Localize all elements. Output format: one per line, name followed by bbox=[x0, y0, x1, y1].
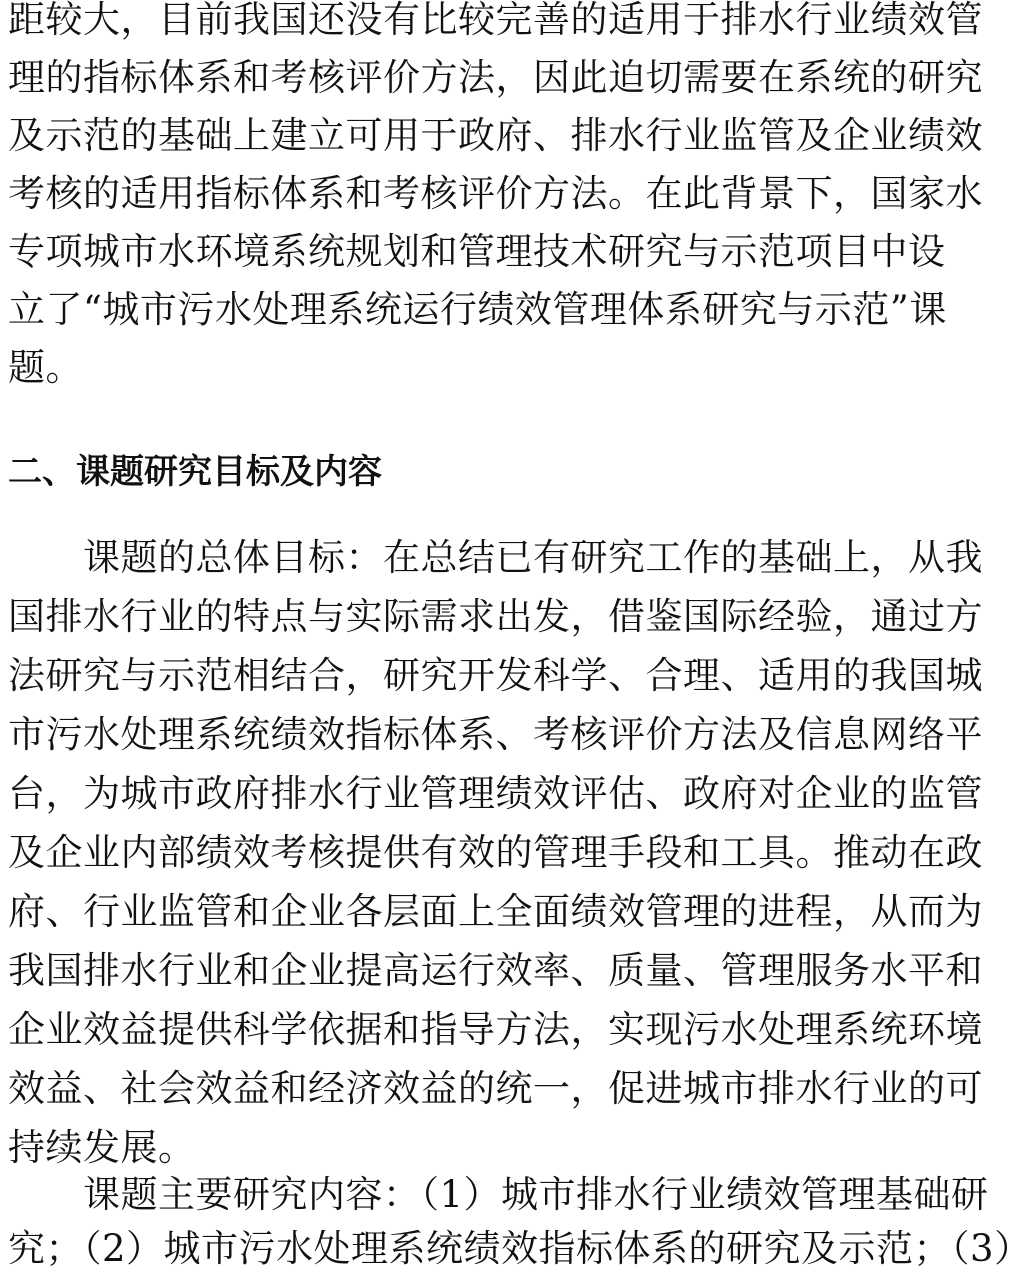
paragraph-2-line-6: 及企业内部绩效考核提供有效的管理手段和工具。推动在政 bbox=[8, 831, 983, 874]
paragraph-2-line-1: 课题的总体目标：在总结已有研究工作的基础上，从我 bbox=[8, 536, 983, 579]
paragraph-1-line-6: 立了“城市污水处理系统运行绩效管理体系研究与示范”课 bbox=[8, 288, 947, 331]
paragraph-2-line-8: 我国排水行业和企业提高运行效率、质量、管理服务水平和 bbox=[8, 949, 983, 992]
paragraph-1-line-3: 及示范的基础上建立可用于政府、排水行业监管及企业绩效 bbox=[8, 114, 983, 157]
section-heading: 二、课题研究目标及内容 bbox=[8, 452, 382, 492]
paragraph-2-line-5: 台，为城市政府排水行业管理绩效评估、政府对企业的监管 bbox=[8, 772, 983, 815]
paragraph-1-line-4: 考核的适用指标体系和考核评价方法。在此背景下，国家水 bbox=[8, 172, 983, 215]
paragraph-2-line-10: 效益、社会效益和经济效益的统一，促进城市排水行业的可 bbox=[8, 1067, 983, 1110]
paragraph-1-line-1: 距较大，目前我国还没有比较完善的适用于排水行业绩效管 bbox=[8, 0, 983, 41]
paragraph-2-line-4: 市污水处理系统绩效指标体系、考核评价方法及信息网络平 bbox=[8, 713, 983, 756]
paragraph-3-line-1: 课题主要研究内容：（1）城市排水行业绩效管理基础研 bbox=[8, 1173, 989, 1216]
paragraph-1-line-2: 理的指标体系和考核评价方法，因此迫切需要在系统的研究 bbox=[8, 56, 983, 99]
paragraph-2-line-3: 法研究与示范相结合，研究开发科学、合理、适用的我国城 bbox=[8, 654, 983, 697]
paragraph-1-line-7: 题。 bbox=[8, 346, 83, 389]
paragraph-1-line-5: 专项城市水环境系统规划和管理技术研究与示范项目中设 bbox=[8, 230, 946, 273]
paragraph-2-line-9: 企业效益提供科学依据和指导方法，实现污水处理系统环境 bbox=[8, 1008, 983, 1051]
paragraph-3-line-2: 究；（2）城市污水处理系统绩效指标体系的研究及示范；（3） bbox=[8, 1227, 1032, 1270]
paragraph-2-line-7: 府、行业监管和企业各层面上全面绩效管理的进程，从而为 bbox=[8, 890, 983, 933]
paragraph-2-line-2: 国排水行业的特点与实际需求出发，借鉴国际经验，通过方 bbox=[8, 595, 983, 638]
paragraph-2-line-11: 持续发展。 bbox=[8, 1126, 196, 1169]
